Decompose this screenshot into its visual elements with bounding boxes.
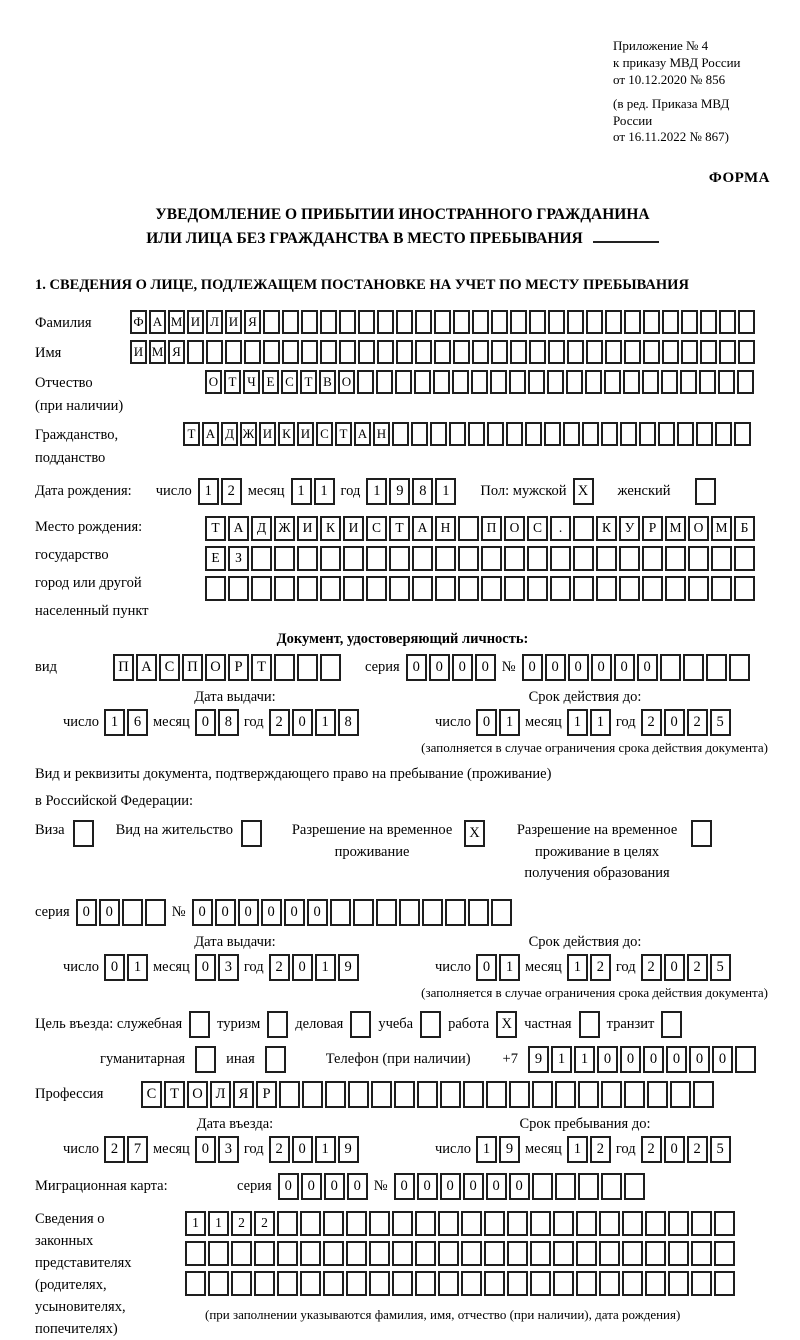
doc-issue-year-boxes[interactable]: 2 0 1 8 bbox=[269, 709, 359, 736]
purpose-business-label: деловая bbox=[295, 1016, 344, 1032]
doc-series-boxes[interactable]: 0 0 0 0 bbox=[406, 654, 496, 681]
permit-issue-month-boxes[interactable]: 0 3 bbox=[195, 954, 239, 981]
reps-label-line4: (родителях, bbox=[35, 1277, 107, 1293]
doc-number-boxes[interactable]: 0 0 0 0 0 0 bbox=[522, 654, 750, 681]
day-label: число bbox=[63, 713, 99, 730]
permit-valid-month-boxes[interactable]: 1 2 bbox=[567, 954, 611, 981]
month-label: месяц bbox=[524, 959, 562, 975]
month-label: месяц bbox=[152, 959, 190, 975]
profession-boxes[interactable]: С Т О Л Я Р bbox=[141, 1081, 714, 1108]
permit-limit-note: (заполняется в случае ограничения срока действия документа) bbox=[421, 985, 768, 1000]
doc-number-label: № bbox=[501, 658, 516, 675]
purpose-other-checkbox[interactable] bbox=[265, 1046, 286, 1073]
phone-label: Телефон (при наличии) bbox=[325, 1051, 471, 1067]
reps-label-line2: законных bbox=[35, 1233, 94, 1249]
migration-number-label: № bbox=[373, 1178, 388, 1194]
purpose-official-checkbox[interactable] bbox=[189, 1011, 210, 1038]
entry-dates-headings bbox=[35, 1116, 770, 1133]
representatives-block bbox=[35, 1208, 770, 1340]
year-label: год bbox=[243, 1141, 264, 1157]
purpose-work-checkbox[interactable]: X bbox=[496, 1011, 517, 1038]
permit-dates-row bbox=[35, 954, 770, 981]
doc-valid-until-heading: Срок действия до: bbox=[528, 688, 642, 705]
purpose-work-label: работа bbox=[448, 1016, 490, 1032]
permit-valid-day-boxes[interactable]: 0 1 bbox=[476, 954, 520, 981]
surname-label: Фамилия bbox=[35, 315, 92, 332]
year-label: год bbox=[615, 713, 636, 730]
form-title-line2: ИЛИ ЛИЦА БЕЗ ГРАЖДАНСТВА В МЕСТО ПРЕБЫВАНИЯ bbox=[35, 227, 770, 251]
birthplace-boxes-row3[interactable] bbox=[205, 576, 755, 601]
entry-dates-row bbox=[35, 1136, 770, 1163]
form-title-line1: УВЕДОМЛЕНИЕ О ПРИБЫТИИ ИНОСТРАННОГО ГРАЖДАНИНА bbox=[155, 206, 650, 224]
birth-day-boxes[interactable]: 1 2 bbox=[198, 478, 242, 505]
migration-series-boxes[interactable]: 0 0 0 0 bbox=[278, 1173, 368, 1200]
permit-number-label: № bbox=[171, 904, 186, 920]
year-label: год bbox=[243, 713, 264, 730]
birthplace-city-label-line1: город или другой bbox=[35, 574, 142, 591]
doc-valid-year-boxes[interactable]: 2 0 2 5 bbox=[641, 709, 731, 736]
stay-year-boxes[interactable]: 2 0 2 5 bbox=[641, 1136, 731, 1163]
permit-dates-headings bbox=[35, 934, 770, 951]
given-name-row bbox=[35, 340, 770, 364]
doc-valid-day-boxes[interactable]: 0 1 bbox=[476, 709, 520, 736]
purpose-row2 bbox=[35, 1046, 770, 1073]
birthplace-block bbox=[35, 513, 770, 625]
purpose-study-label: учеба bbox=[378, 1016, 414, 1032]
permit-series-label: серия bbox=[35, 904, 70, 920]
birthplace-boxes-row1[interactable]: Т А Д Ж И К И С Т А Н П О С . К У Р М О М Б bbox=[205, 516, 755, 541]
section1-heading: 1. СВЕДЕНИЯ О ЛИЦЕ, ПОДЛЕЖАЩЕМ ПОСТАНОВКЕ НА УЧЕТ ПО МЕСТУ ПРЕБЫВАНИЯ bbox=[35, 277, 689, 294]
residence-permit-label: Вид на жительство bbox=[115, 821, 234, 838]
doc-valid-month-boxes[interactable]: 1 1 bbox=[567, 709, 611, 736]
right-doc-line2: в Российской Федерации: bbox=[35, 792, 194, 809]
id-doc-row bbox=[35, 654, 770, 681]
year-label: год bbox=[340, 482, 361, 499]
profession-label: Профессия bbox=[35, 1086, 104, 1102]
permit-valid-until-heading: Срок действия до: bbox=[528, 934, 642, 950]
stay-month-boxes[interactable]: 1 2 bbox=[567, 1136, 611, 1163]
purpose-transit-checkbox[interactable] bbox=[661, 1011, 682, 1038]
given-name-boxes[interactable]: И М Я bbox=[130, 340, 755, 364]
male-checkbox[interactable]: X bbox=[573, 478, 594, 505]
purpose-private-checkbox[interactable] bbox=[579, 1011, 600, 1038]
visa-checkbox[interactable] bbox=[73, 820, 94, 847]
birth-month-boxes[interactable]: 1 1 bbox=[291, 478, 335, 505]
annex-line: от 16.11.2022 № 867) bbox=[613, 129, 730, 145]
surname-row bbox=[35, 310, 770, 334]
entry-date-heading: Дата въезда: bbox=[196, 1116, 274, 1132]
day-label: число bbox=[435, 959, 471, 975]
purpose-tourism-label: туризм bbox=[217, 1016, 261, 1032]
given-name-label: Имя bbox=[35, 345, 62, 362]
doc-kind-boxes[interactable]: П А С П О Р Т bbox=[113, 654, 341, 681]
reps-label-line5: усыновителях, bbox=[35, 1299, 126, 1315]
sex-male-label: Пол: мужской bbox=[480, 482, 567, 499]
year-label: год bbox=[615, 1141, 636, 1157]
month-label: месяц bbox=[152, 1141, 190, 1157]
month-label: месяц bbox=[247, 482, 285, 499]
form-title bbox=[35, 203, 770, 251]
profession-row bbox=[35, 1081, 770, 1108]
entry-year-boxes[interactable]: 2 0 1 9 bbox=[269, 1136, 359, 1163]
citizenship-label-line2: подданство bbox=[35, 449, 106, 466]
purpose-study-checkbox[interactable] bbox=[420, 1011, 441, 1038]
surname-boxes[interactable]: Ф А М И Л И Я bbox=[130, 310, 755, 334]
birthplace-city-label-line2: населенный пункт bbox=[35, 602, 149, 619]
stay-until-heading: Срок пребывания до: bbox=[519, 1116, 651, 1132]
title-blank-underline bbox=[593, 241, 659, 243]
sex-female-label: женский bbox=[617, 482, 671, 499]
purpose-row1 bbox=[35, 1011, 770, 1038]
reps-boxes-row3[interactable] bbox=[185, 1271, 735, 1296]
temp-permit-label: Разрешение на временное проживание bbox=[291, 821, 453, 860]
visa-label: Виза bbox=[35, 821, 65, 838]
migration-card-label: Миграционная карта: bbox=[35, 1178, 168, 1194]
reps-boxes-row1[interactable]: 1 1 2 2 bbox=[185, 1211, 735, 1236]
permit-number-boxes[interactable]: 0 0 0 0 0 0 bbox=[192, 899, 512, 926]
doc-limit-note: (заполняется в случае ограничения срока действия документа) bbox=[421, 739, 768, 755]
purpose-official-label: Цель въезда: служебная bbox=[35, 1016, 183, 1032]
right-doc-line1: Вид и реквизиты документа, подтверждающего право на пребывание (проживание) bbox=[35, 765, 552, 782]
permit-series-row bbox=[35, 899, 770, 926]
edu-permit-checkbox[interactable] bbox=[691, 820, 712, 847]
month-label: месяц bbox=[524, 713, 562, 730]
purpose-humanitarian-label: гуманитарная bbox=[100, 1051, 186, 1067]
form-label: ФОРМА bbox=[708, 170, 770, 187]
permit-issue-day-boxes[interactable]: 0 1 bbox=[104, 954, 148, 981]
doc-issue-month-boxes[interactable]: 0 8 bbox=[195, 709, 239, 736]
phone-boxes[interactable]: 9 1 1 0 0 0 0 0 0 bbox=[528, 1046, 756, 1073]
edu-permit-label: Разрешение на временное проживание в целях получения образования bbox=[516, 821, 678, 882]
annex-line: (в ред. Приказа МВД России bbox=[613, 95, 730, 128]
annex-line: от 10.12.2020 № 856 bbox=[613, 71, 726, 87]
citizenship-row bbox=[35, 422, 770, 468]
entry-day-boxes[interactable]: 2 7 bbox=[104, 1136, 148, 1163]
reps-note: (при заполнении указываются фамилия, имя, отчество (при наличии), дата рождения) bbox=[205, 1307, 681, 1322]
residence-permit-checkbox[interactable] bbox=[241, 820, 262, 847]
annex-line: Приложение № 4 bbox=[613, 38, 709, 53]
patronymic-label: Отчество bbox=[35, 375, 93, 392]
entry-month-boxes[interactable]: 0 3 bbox=[195, 1136, 239, 1163]
doc-issue-day-boxes[interactable]: 1 6 bbox=[104, 709, 148, 736]
day-label: число bbox=[435, 1141, 471, 1157]
day-label: число bbox=[155, 482, 192, 499]
doc-dates-row bbox=[35, 709, 770, 736]
day-label: число bbox=[435, 713, 471, 730]
migration-series-label: серия bbox=[237, 1178, 272, 1194]
patronymic-row bbox=[35, 370, 770, 416]
reps-label-line6: попечителях) bbox=[35, 1321, 118, 1337]
year-label: год bbox=[243, 959, 264, 975]
citizenship-boxes[interactable]: Т А Д Ж И К И С Т А Н bbox=[183, 422, 751, 446]
doc-dates-headings bbox=[35, 689, 770, 706]
temp-permit-checkbox[interactable]: X bbox=[464, 820, 485, 847]
phone-prefix: +7 bbox=[502, 1051, 518, 1067]
purpose-tourism-checkbox[interactable] bbox=[267, 1011, 288, 1038]
stay-day-boxes[interactable]: 1 9 bbox=[476, 1136, 520, 1163]
day-label: число bbox=[63, 1141, 99, 1157]
reps-label-line3: представителях bbox=[35, 1255, 132, 1271]
migration-number-boxes[interactable]: 0 0 0 0 0 0 bbox=[394, 1173, 645, 1200]
reps-boxes-row2[interactable] bbox=[185, 1241, 735, 1266]
purpose-other-label: иная bbox=[226, 1051, 255, 1067]
female-checkbox[interactable] bbox=[695, 478, 716, 505]
purpose-business-checkbox[interactable] bbox=[350, 1011, 371, 1038]
purpose-transit-label: транзит bbox=[606, 1016, 655, 1032]
birthplace-state-label: государство bbox=[35, 546, 109, 563]
permit-valid-year-boxes[interactable]: 2 0 2 5 bbox=[641, 954, 731, 981]
patronymic-boxes[interactable]: О Т Ч Е С Т В О bbox=[205, 370, 754, 394]
day-label: число bbox=[63, 959, 99, 975]
permit-series-boxes[interactable]: 0 0 bbox=[76, 899, 166, 926]
permit-options-row bbox=[35, 820, 770, 885]
migration-card-row bbox=[35, 1173, 770, 1200]
birth-date-label: Дата рождения: bbox=[35, 482, 132, 499]
annex-reference bbox=[613, 38, 770, 146]
permit-issue-year-boxes[interactable]: 2 0 1 9 bbox=[269, 954, 359, 981]
doc-series-label: серия bbox=[365, 658, 400, 675]
doc-kind-label: вид bbox=[35, 658, 57, 675]
year-label: год bbox=[615, 959, 636, 975]
month-label: месяц bbox=[524, 1141, 562, 1157]
citizenship-label-line1: Гражданство, bbox=[35, 427, 119, 444]
birthplace-label: Место рождения: bbox=[35, 518, 143, 535]
permit-issue-date-heading: Дата выдачи: bbox=[194, 934, 276, 950]
birth-year-boxes[interactable]: 1 9 8 1 bbox=[366, 478, 456, 505]
birthplace-boxes-row2[interactable]: Е З bbox=[205, 546, 755, 571]
id-doc-heading: Документ, удостоверяющий личность: bbox=[276, 630, 529, 647]
annex-line: к приказу МВД России bbox=[613, 54, 741, 70]
purpose-humanitarian-checkbox[interactable] bbox=[195, 1046, 216, 1073]
doc-issue-date-heading: Дата выдачи: bbox=[194, 688, 276, 705]
birth-date-row bbox=[35, 478, 770, 505]
purpose-private-label: частная bbox=[524, 1016, 572, 1032]
patronymic-note: (при наличии) bbox=[35, 398, 124, 415]
month-label: месяц bbox=[152, 713, 190, 730]
reps-label-line1: Сведения о bbox=[35, 1211, 105, 1227]
